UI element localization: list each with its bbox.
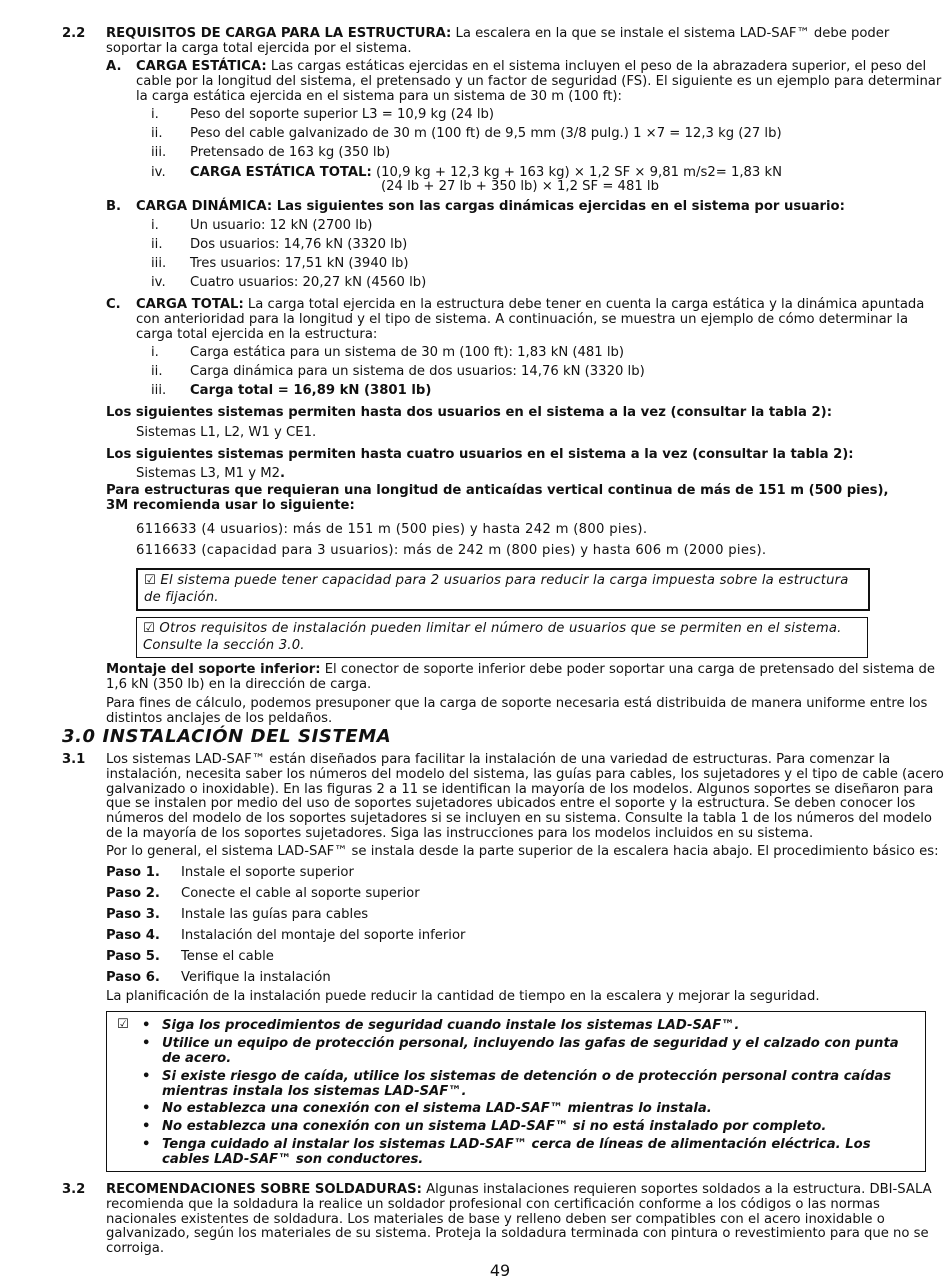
planning-note: La planificación de la instalación puede reducir la cantidad de tiempo en la escalera y mejorar la seguridad. [106,989,820,1004]
list-item: i. Un usuario: 12 kN (2700 lb) [151,218,373,233]
list-item: iv. Cuatro usuarios: 20,27 kN (4560 lb) [151,275,427,290]
checkbox-icon: ☑ [117,1017,129,1032]
warning-item: • Siga los procedimientos de seguridad cuando instale los sistemas LAD-SAF™. [142,1018,740,1033]
list-item: ii. Peso del cable galvanizado de 30 m (100 ft) de 9,5 mm (3/8 pulg.) 1 ×7 = 12,3 kg (27 lb) [151,126,782,141]
section-number-3-1: 3.1 [62,752,86,767]
list-item: iii. Tres usuarios: 17,51 kN (3940 lb) [151,256,409,271]
warning-item: • Tenga cuidado al instalar los sistemas LAD-SAF™ cerca de líneas de alimentación eléctrica. Los cables LAD-SAF™ son conductores. [142,1137,871,1167]
note-box: ☑ El sistema puede tener capacidad para 2 usuarios para reducir la carga impuesta sobre la estructura de fijación. [136,568,870,611]
long-structure-heading: Para estructuras que requieran una longitud de anticaídas vertical continua de más de 151 m (500 pies), 3M recomienda usar lo siguiente: [106,483,889,513]
warning-item: • No establezca una conexión con el sistema LAD-SAF™ mientras lo instala. [142,1101,712,1116]
section-number-2-2: 2.2 [62,26,86,41]
long-option-1: 6116633 (4 usuarios): más de 151 m (500 pies) y hasta 242 m (800 pies). [136,522,648,537]
section-3-2-paragraph: RECOMENDACIONES SOBRE SOLDADURAS: Algunas instalaciones requieren soportes soldados a la estructura. DBI-SALA recomienda que la soldadura la realice un soldador profesional con certificación conforme a los códigos o las normas nacionales existentes de soldadura. Los materiales de base y relleno deben ser compatibles con el acero inoxidable o galvanizado, según los materiales de su sistema. Proteja la soldadura terminada con pintura o revestimiento para que no se corroiga. [106,1182,932,1257]
calculation-paragraph: Para fines de cálculo, podemos presuponer que la carga de soporte necesaria está distribuida de manera uniforme entre los distintos anclajes de los peldaños. [106,696,928,726]
list-item: i. Carga estática para un sistema de 30 m (100 ft): 1,83 kN (481 lb) [151,345,625,360]
checkbox-icon: ☑ [143,621,156,636]
two-users-heading: Los siguientes sistemas permiten hasta dos usuarios en el sistema a la vez (consultar la tabla 2): [106,405,832,420]
list-item: iii. Pretensado de 163 kg (350 lb) [151,145,391,160]
warning-item: • Utilice un equipo de protección personal, incluyendo las gafas de seguridad y el calzado con punta de acero. [142,1036,899,1066]
subsection-a-letter: A. [106,59,122,74]
section-2-2-text: La escalera en la que se instale el sistema LAD-SAF™ debe poder soportar la carga total ejercida por el sistema. [106,26,890,56]
warning-box [106,1011,926,1172]
static-load-total: iv. CARGA ESTÁTICA TOTAL: (10,9 kg + 12,3 kg + 163 kg) × 1,2 SF × 9,81 m/s2= 1,83 kN (24 lb + 27 lb + 350 lb) × 1,2 SF = 481 lb [151,165,783,194]
total-load: iii. Carga total = 16,89 kN (3801 lb) [151,383,432,398]
page-number: 49 [489,1261,511,1280]
section-3-1-procedure-intro: Por lo general, el sistema LAD-SAF™ se instala desde la parte superior de la escalera hacia abajo. El procedimiento básico es: [106,844,939,859]
manual-page: 2.2 REQUISITOS DE CARGA PARA LA ESTRUCTURA: La escalera en la que se instale el sistema LAD-SAF™ debe poder soportar la carga total ejercida por el sistema. A. CARGA ESTÁTICA: Las cargas estáticas ejercidas en el sistema incluyen el peso de la abrazadera superior, el peso del cable por la longitud del sistema, el pretensado y un factor de seguridad (FS). El siguiente es un ejemplo para determinar la carga estática ejercida en el sistema para un sistema de 30 m (100 ft): i. Peso del soporte superior L3 = 10,9 kg (24 lb) ii. Peso del cable galvanizado de 30 m (100 ft) de 9,5 mm (3/8 pulg.) 1 ×7 = 12,3 kg (27 lb) iii. Pretensado de 163 kg (350 lb) iv. CARGA ESTÁTICA TOTAL: (10,9 kg + 12,3 kg + 163 kg) × 1,2 SF × 9,81 m/s2= 1,83 kN (24 lb + 27 lb + 350 lb) × 1,2 SF = 481 lb B. CARGA DINÁMICA: Las siguientes son las cargas dinámicas ejercidas en el sistema por usuario: i. Un usuario: 12 kN (2700 lb) ii. Dos usuarios: 14,76 kN (3320 lb) iii. Tres usuarios: 17,51 kN (3940 lb) iv. Cuatro usuarios: 20,27 kN (4560 lb) C. CARGA TOTAL: La carga total ejercida en la estructura debe tener en cuenta la carga estática y la dinámica apuntada con anterioridad para la longitud y el tipo de sistema. A continuación, se muestra un ejemplo de cómo determinar la carga total ejercida en la estructura: i. Carga estática para un sistema de 30 m (100 ft): 1,83 kN (481 lb) ii. Carga dinámica para un sistema de dos usuarios: 14,76 kN (3320 lb) iii. Carga total = 16,89 kN (3801 lb) Los siguientes sistemas permiten hasta dos usuarios en el sistema a la vez (consultar la tabla 2): Sistemas L1, L2, W1 y CE1. Los siguientes sistemas permiten hasta cuatro usuarios en el sistema a la vez (consultar la tabla 2): Sistemas L3, M1 y M2. Para estructuras que requieran una longitud de anticaídas vertical continua de más de 151 m (500 pies), 3M recomienda usar lo siguiente: 6116633 (4 usuarios): más de 151 m (500 pies) y hasta 242 m (800 pies). 6116633 (capacidad para 3 usuarios): más de 242 m (800 pies) y hasta 606 m (2000 pies). ☑ El sistema puede tener capacidad para 2 usuarios para reducir la carga impuesta sobre la estructura de fijación. ☑ Otros requisitos de instalación pueden limitar el número de usuarios que se permiten en el sistema. Consulte la sección 3.0. Montaje del soporte inferior: El conector de soporte inferior debe poder soportar una carga de pretensado del sistema de 1,6 kN (350 lb) en la dirección de carga. Para fines de cálculo, podemos presuponer que la carga de soporte necesaria está distribuida de manera uniforme entre los distintos anclajes de los peldaños. 3.0 INSTALACIÓN DEL SISTEMA 3.1 Los sistemas LAD-SAF™ están diseñados para facilitar la instalación de una variedad de estructuras. Para comenzar la instalación, necesita saber los números del modelo del sistema, las guías para cables, los sujetadores y el tipo de cable (acero galvanizado o inoxidable). En las figuras 2 a 11 se identifican la mayoría de los modelos. Algunos soportes se diseñaron para que se instalen por medio del uso de soportes sujetadores ubicados entre el soporte y la estructura. Se deben conocer los números del modelo de los soportes sujetadores si se incluyen en su sistema. Consulte la tabla 1 de los números del modelo de la mayoría de los soportes sujetadores. Siga las instrucciones para los modelos incluidos en su sistema. Por lo general, el sistema LAD-SAF™ se instala desde la parte superior de la escalera hacia abajo. El procedimiento básico es: Paso 1. Instale el soporte superior Paso 2. Conecte el cable al soporte superior Paso 3. Instale las guías para cables Paso 4. Instalación del montaje del soporte inferior Paso 5. Tense el cable Paso 6. Verifique la instalación La planificación de la instalación puede reducir la cantidad de tiempo en la escalera y mejorar la seguridad. ☑ • Siga los procedimientos de seguridad cuando instale los sistemas LAD-SAF™. • Utilice un equipo de protección personal, incluyendo las gafas de seguridad y el calzado con punta de acero. • Si existe riesgo de caída, utilice los sistemas de detención o de protección personal contra caídas mientras instala los sistemas LAD-SAF™. • No establezca una conexión con el sistema LAD-SAF™ mientras lo instala. • No establezca una conexión con un sistema LAD-SAF™ si no está instalado por completo. • Tenga cuidado al instalar los sistemas LAD-SAF™ cerca de líneas de alimentación eléctrica. Los cables LAD-SAF™ son conductores. 3.2 RECOMENDACIONES SOBRE SOLDADURAS: Algunas instalaciones requieren soportes soldados a la estructura. DBI-SALA recomienda que la soldadura la realice un soldador profesional con certificación conforme a los códigos o las normas nacionales existentes de soldadura. Los materiales de base y relleno deben ser compatibles con el acero inoxidable o galvanizado, según los materiales de su sistema. Proteja la soldadura terminada con pintura o revestimiento para que no se corroiga. 49 [0,0,950,1280]
long-option-2: 6116633 (capacidad para 3 usuarios): más de 242 m (800 pies) y hasta 606 m (2000 pies). [136,543,767,558]
checkbox-icon: ☑ [144,573,157,588]
four-users-systems: Sistemas L3, M1 y M2. [136,466,286,481]
section-2-2-intro [106,27,944,57]
subsection-a-title: CARGA ESTÁTICA: [136,59,267,74]
section-number-3-2: 3.2 [62,1182,86,1197]
four-users-heading: Los siguientes sistemas permiten hasta cuatro usuarios en el sistema a la vez (consultar la tabla 2): [106,447,854,462]
list-item: ii. Carga dinámica para un sistema de dos usuarios: 14,76 kN (3320 lb) [151,364,645,379]
warning-item: • Si existe riesgo de caída, utilice los sistemas de detención o de protección personal contra caídas mientras instala los sistemas LAD-SAF™. [142,1069,892,1099]
section-2-2-title: REQUISITOS DE CARGA PARA LA ESTRUCTURA: [106,26,452,41]
section-3-1-paragraph: Los sistemas LAD-SAF™ están diseñados para facilitar la instalación de una variedad de estructuras. Para comenzar la instalación, necesita saber los números del modelo del sistema, las guías para cables, los sujetadores y el tipo de cable (acero galvanizado o inoxidable). En las figuras 2 a 11 se identifican la mayoría de los modelos. Algunos soportes se diseñaron para que se instalen por medio del uso de soportes sujetadores ubicados entre el soporte y la estructura. Se deben conocer los números del modelo de los soportes sujetadores si se incluyen en su sistema. Consulte la tabla 1 de los números del modelo de la mayoría de los soportes sujetadores. Siga las instrucciones para los modelos incluidos en su sistema. [106,752,944,841]
warning-item: • No establezca una conexión con un sistema LAD-SAF™ si no está instalado por completo. [142,1119,827,1134]
bottom-bracket-paragraph: Montaje del soporte inferior: El conector de soporte inferior debe poder soportar una carga de pretensado del sistema de 1,6 kN (350 lb) en la dirección de carga. [106,662,935,692]
subsection-b-title: CARGA DINÁMICA: Las siguientes son las cargas dinámicas ejercidas en el sistema por usuario: [136,199,845,214]
note-box: ☑ Otros requisitos de instalación pueden limitar el número de usuarios que se permiten en el sistema. Consulte la sección 3.0. [136,617,868,658]
subsection-a-text: Las cargas estáticas ejercidas en el sistema incluyen el peso de la abrazadera superior, el peso del cable por la longitud del sistema, el pretensado y un factor de seguridad (FS). El siguiente es un ejemplo para determinar la carga estática ejercida en el sistema para un sistema de 30 m (100 ft): [136,59,942,104]
list-item: i. Peso del soporte superior L3 = 10,9 kg (24 lb) [151,107,495,122]
two-users-systems: Sistemas L1, L2, W1 y CE1. [136,425,317,440]
section-heading-3-0: 3.0 INSTALACIÓN DEL SISTEMA [62,726,392,747]
list-item: ii. Dos usuarios: 14,76 kN (3320 lb) [151,237,408,252]
